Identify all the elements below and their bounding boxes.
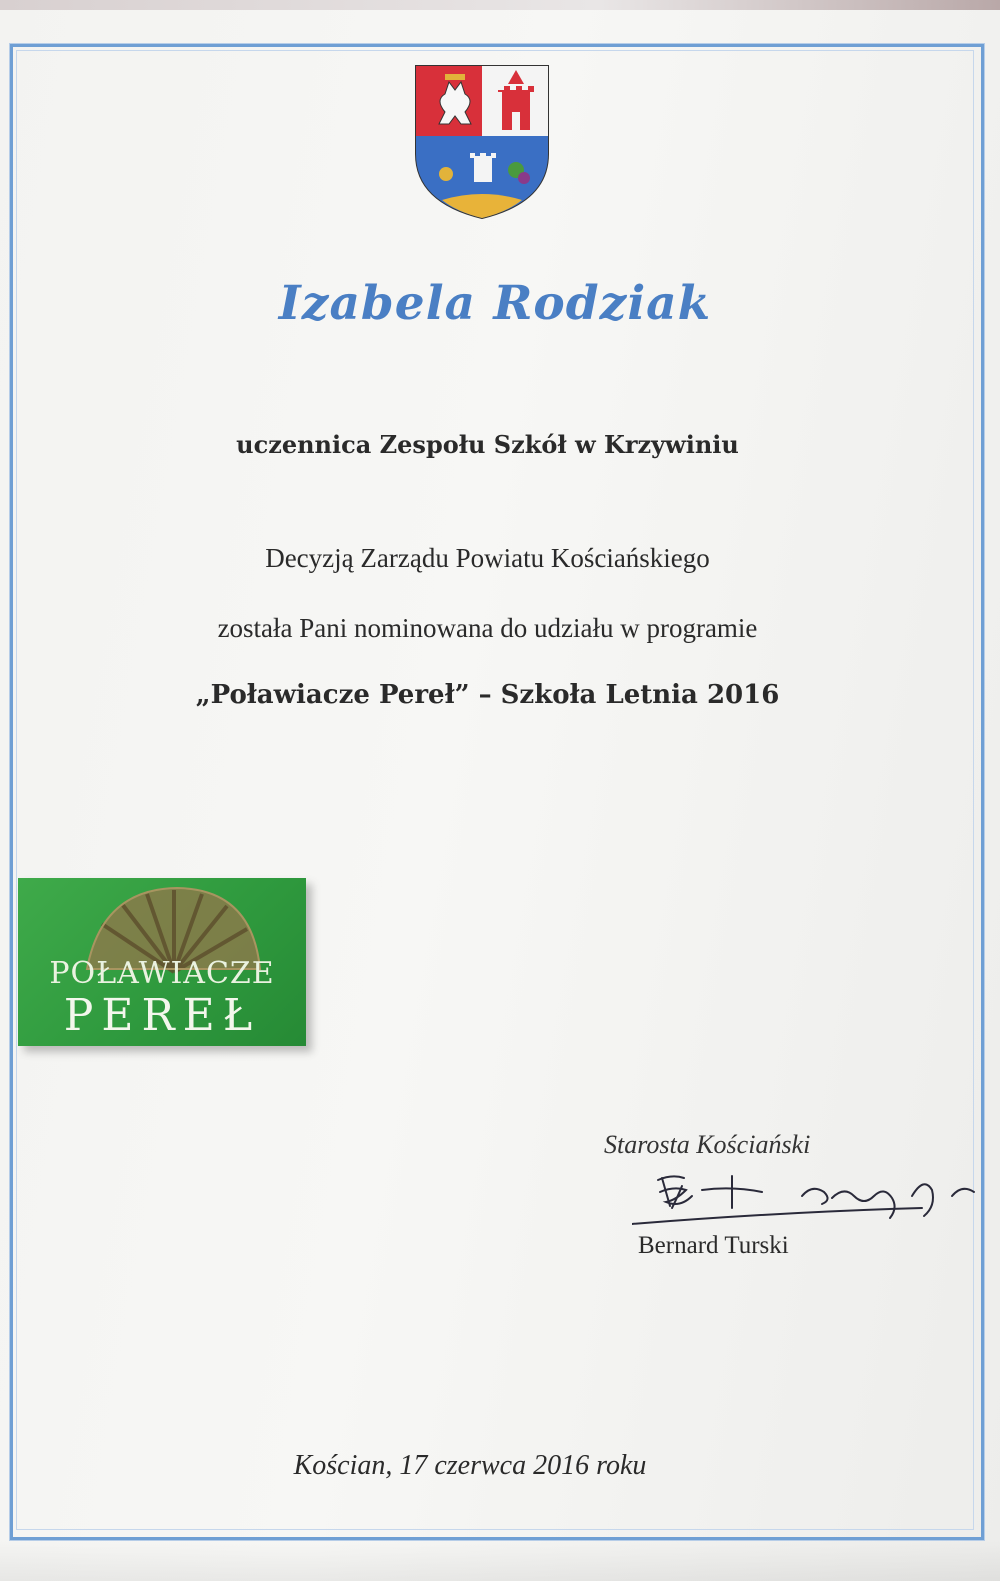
decision-text: Decyzją Zarządu Powiatu Kościańskiego xyxy=(265,543,710,573)
top-edge-background xyxy=(0,0,1000,10)
nomination-text: została Pani nominowana do udziału w programie xyxy=(217,613,758,643)
coat-of-arms-icon xyxy=(412,62,552,222)
place-and-date: Kościan, 17 czerwca 2016 roku xyxy=(293,1450,647,1481)
recipient-role: uczennica Zespołu Szkół w Krzywiniu xyxy=(236,430,739,459)
signatory-title: Starosta Kościański xyxy=(604,1130,811,1159)
handwritten-signature xyxy=(632,1156,992,1226)
signatory-name: Bernard Turski xyxy=(638,1232,789,1259)
logo-text-line-1: POŁAWIACZE xyxy=(49,956,275,991)
recipient-name: Izabela Rodziak xyxy=(278,276,712,331)
logo-text-line-2: PEREŁ xyxy=(63,990,261,1041)
inner-border-frame xyxy=(16,50,974,1530)
bottom-edge-shadow xyxy=(0,1540,1000,1581)
program-title: „Poławiacze Pereł” – Szkoła Letnia 2016 xyxy=(195,680,780,710)
program-logo xyxy=(18,878,306,1046)
